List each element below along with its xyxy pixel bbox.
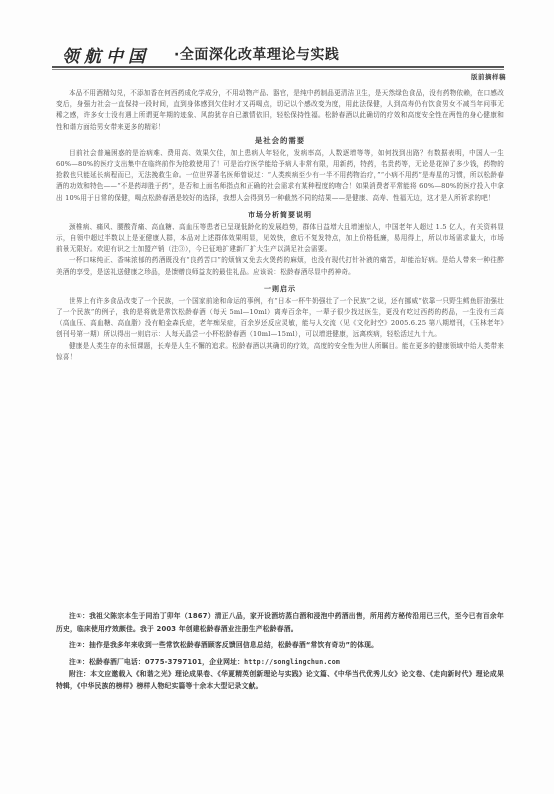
column-tag: 版前摘样稿 [471, 73, 506, 81]
brand-title: 领航中国 [62, 47, 150, 67]
article-body [56, 88, 504, 363]
social-need-paragraph: 目前社会普遍困惑的是治病难、费用高、效果欠佳，加上患病人年轻化，发病率高，人数逐增等等，如何找到出路？有数据表明，中国人一生 60%—80%的医疗支出集中在临终前作为抢救使用了！可是治疗医学能给予病人非常有限，用新药，特药，名贵药等，无论是花掉了多少钱，药物的抢救也只能延长病程而已，无法挽救生命。一位世界著名医师曾说过：“人类疾病至少有一半不用药物治疗，”“小病不用药”是寿星的习惯，所以松龄春酒的功效和特色——“不是药却胜于药”，是否和上面名师指点和正确的社会需求有某种程度的吻合！如果消费者平常能将 60%—80%的医疗投入中拿出 10%用于日常的保健，喝点松龄春酒是较好的选择，我想人会得到另一种截然不同的结果——是健康、高寿、性福无边，这才是人所祈求的吧！ [56, 148, 504, 202]
header-rule [52, 66, 504, 68]
section-heading-revelation: 一则启示 [264, 284, 296, 293]
market-paragraph-1: 颈椎病、痛风、腰酸背痛、高血糖、高血压等患者已呈现低龄化的发展趋势，群体日益增大且增速惊人，中国老年人超过 1.5 亿人，有关资料显示，自领中超过半数以上是亚健康人群，本品对上述群体效果明显，见效快，愈后不复发特点，加上价格低廉，易用得上，所以市场需求量大，市场前景无限好。欢迎有识之士加盟产销（注③），今已征地扩建新厂扩大生产以满足社会需要。 [56, 222, 504, 254]
contact-line [56, 656, 504, 668]
section-heading-social-need: 是社会的需要 [254, 135, 306, 145]
section-heading-market: 市场分析简要说明 [248, 210, 312, 219]
header-subtitle: ·全面深化改革理论与实践 [174, 47, 340, 63]
note-2: 注②：抽作是我多年来收到一些常饮松龄春酒顾客反馈回信息总结，松龄春酒“常饮有奇功”的体现。 [69, 641, 379, 649]
contact-prefix: 注③： [69, 657, 89, 666]
website-link[interactable]: http://songlingchun.com [244, 657, 341, 666]
notes-section [56, 610, 504, 692]
header-rule-thin [52, 69, 504, 70]
page-header [62, 42, 502, 67]
revelation-paragraph-1: 世界上有许多食品改变了一个民族，一个国家前途和命运的事例，有“日本一杯牛奶强壮了一个民族”之说，还有挪威“依靠一只野生鳕鱼肝油强壮了一个民族”的例子，我的是将就是常饮松龄春酒（每天 5ml—10ml）离寿百余年，一辈子很少找过医生，更没有吃过西药的药品，一生没有三高（高血压、高血糖、高血脂）没有帕金森氏症，老年痴呆症，百余岁还反应灵敏，能与人交流（见《文化时空》2005.6.25 第八期增刊，《玉林老年》创刊号第一期）所以得出一则启示：人每天晶尝一小杯松龄春酒（10ml—15ml），可以增进健康，远离疾病，轻松活过九十九。 [56, 296, 504, 339]
appendix-note: 附注：本文应邀载入《和谐之光》理论成果卷、《华夏精英创新理论与实践》论文篇、《中华当代优秀儿女》论文卷、《走向新时代》理论成果特辑，《中华民族的榜样》榜样人物纪实篇等十余本大型记录文献。 [56, 669, 504, 690]
revelation-paragraph-2: 健康是人类生存的永恒课题，长寿是人生不懈的追求。松龄春酒以其确切的疗效，高度的安全性为世人所瞩目。能在更多的健康领域中给人类带来惊喜！ [56, 341, 504, 361]
contact-text: 松龄春酒厂电话：0775-3797101，企业网址： [88, 657, 245, 666]
intro-paragraph: 本品不用酒精勾兑，不添加香在何西药成化学成分，不用动物产品、器官，是纯中药制品更清洁卫生，是天然绿色食品，没有药物依赖，在口感改变后，身强力社会一直保持一段时间，直到身体感到欠佳时才又再喝点，切记以个感改变为度，用此法保健，人到高寿仍有饮食男女不减当年问事无稀之感，许多女士没有遇上所谓更年期的迹象、风韵犹存自已激情依旧，轻松保持性福。松龄春酒以此确切的疗效和高度安全性在两性的身心健康和性和谐方面给男女带来更多的精彩！ [56, 89, 504, 131]
market-paragraph-2: 一杯口味纯正、香味浓郁的药酒既没有“良药苦口”的烦恼又免去火煲药的麻烦，也没有现代打针补液的痛苦，却能治好病。是给人带来一种往醉美酒的享受，是送礼送健康之珍品，是馈赠良师益友的最佳礼品。应该说：松龄春酒尽显中药神奇。 [56, 256, 504, 276]
note-1: 注①：我祖父陈宗本生于同治丁卯年（1867）清正八品，家开设酒坊蒸白酒和浸泡中药酒出售，所用药方秘传沿用已三代，至今已有百余年历史，临床使用疗效颇佳。我于 2003 年创建松龄春酒业注册生产松龄春酒。 [56, 612, 504, 633]
